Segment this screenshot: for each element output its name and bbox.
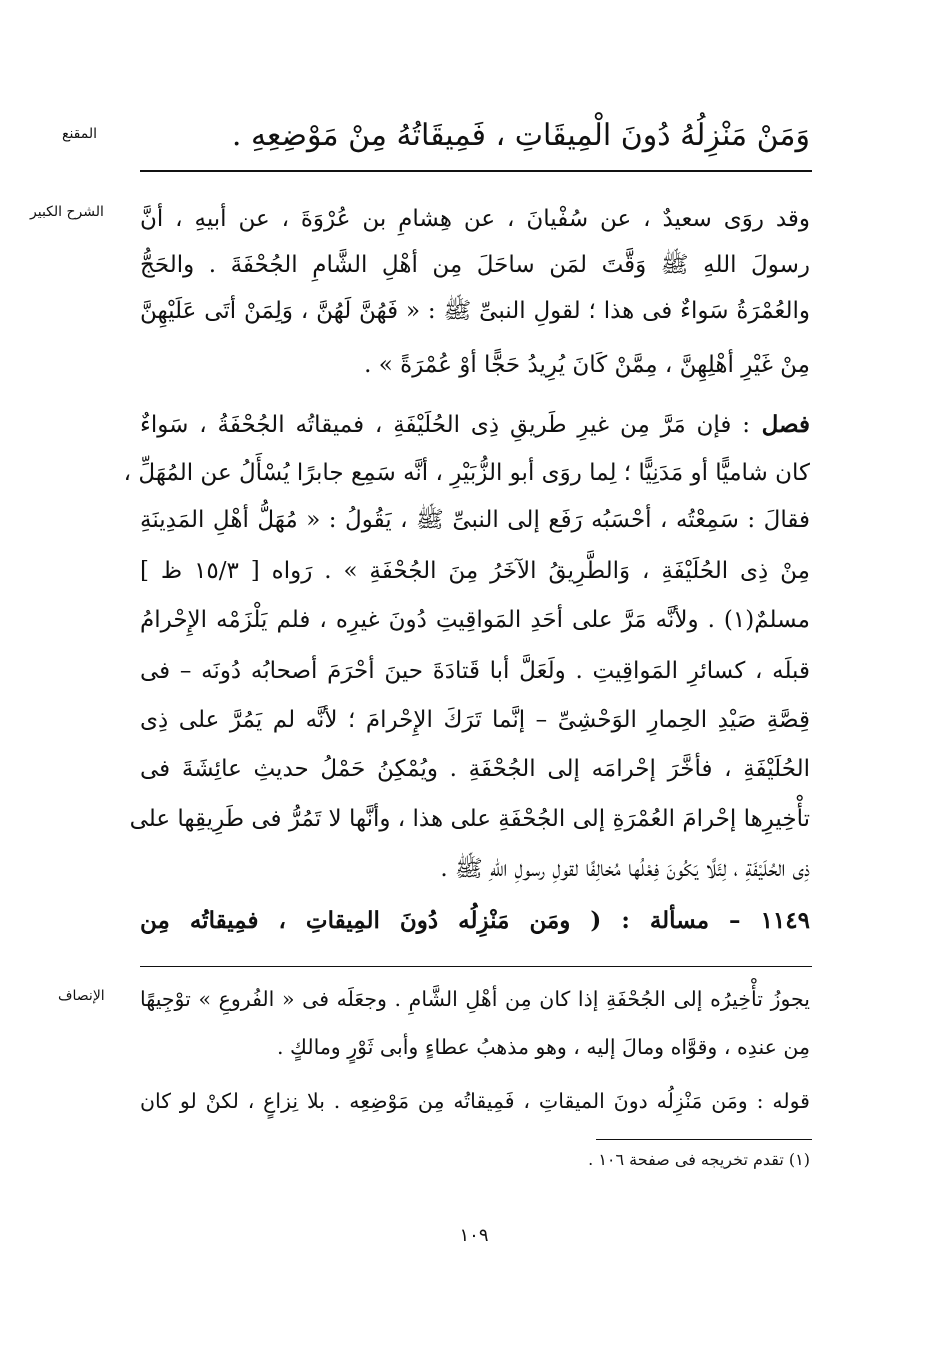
footnote-divider bbox=[596, 1139, 812, 1140]
masala-heading-line: ١١٤٩ – مسألة : ( ومَن مَنْزِلُه دُونَ المِيقاتِ ، فمِيقاتُه مِن bbox=[140, 907, 810, 934]
footnote: (١) تقدم تخريجه فى صفحة ١٠٦ . bbox=[588, 1150, 810, 1169]
matn-text: وَمَنْ مَنْزِلُهُ دُونَ الْمِيقَاتِ ، فَمِيقَاتُهُ مِنْ مَوْضِعِهِ . bbox=[231, 118, 810, 153]
side-label-insaf: الإنصاف bbox=[58, 988, 105, 1004]
sharh-line: فقالَ : سَمِعْتُه ، أحْسَبُه رَفَع إلى النبىِّ ﷺ ، يَقُولُ : « مُهَلُّ أهْلِ المَدِينَةِ bbox=[140, 507, 810, 533]
insaf-line: مِن عندِه ، وقوَّاه ومالَ إليه ، وهو مذهبُ عطاءٍ وأبى ثَوْرٍ ومالكٍ . bbox=[277, 1035, 810, 1059]
page-number: ١٠٩ bbox=[459, 1225, 489, 1246]
sharh-line: والعُمْرَةُ سَواءٌ فى هذا ؛ لقولِ النبىِّ ﷺ : « فَهُنَّ لَهُنَّ ، وَلِمَنْ أتَى عَلَيْهِنَّ bbox=[140, 298, 810, 324]
sharh-line: مِنْ ذِى الحُلَيْفَةِ ، وَالطَّرِيقُ الآخَرُ مِنَ الجُحْفَةِ » . رَواه [ ١٥/٣ ظ ] bbox=[140, 558, 810, 584]
sharh-line: قِصَّةِ صَيْدِ الحِمارِ الوَحْشِىِّ – إنَّما تَرَكَ الإِحْرامَ ؛ لأنَّه لم يَمُرَّ على ذِى bbox=[140, 707, 810, 733]
sharh-line: رسولَ اللهِ ﷺ وَقَّتَ لمَن ساحَلَ مِن أهْلِ الشَّامِ الجُحْفَةَ . والحَجُّ bbox=[140, 252, 810, 278]
sharh-fasl-line: فصل : فإن مَرَّ مِن غيرِ طَريقِ ذِى الحُلَيْفَةِ ، فميقاتُه الجُحْفَةُ ، سَواءٌ bbox=[140, 411, 810, 438]
sharh-line: قبلَه ، كسائرِ المَواقِيتِ . ولَعَلَّ أبا قَتادَةَ حينَ أحْرَمَ أصحابُه دُونَه – فى bbox=[140, 658, 810, 684]
top-divider bbox=[140, 170, 812, 172]
side-label-sharh: الشرح الكبير bbox=[30, 204, 104, 220]
fasl-heading: فصل bbox=[750, 411, 810, 438]
sharh-line: مسلمٌ(١) . ولأنَّه مَرَّ على أحَدِ المَواقِيتِ دُونَ غيرِه ، فلم يَلْزَمْه الإِحْرامُ bbox=[140, 607, 810, 633]
sharh-line: وقد روَى سعيدٌ ، عن سُفْيانَ ، عن هِشامِ بن عُرْوَةَ ، عن أبيهِ ، أنَّ bbox=[140, 206, 810, 232]
sharh-line: الحُلَيْفَةِ ، فأخَّرَ إحْرامَه إلى الجُحْفَةِ . ويُمْكِنُ حَمْلُ حديثِ عائِشَةَ فى bbox=[140, 756, 810, 782]
sharh-line: مِنْ غَيْرِ أهْلِهِنَّ ، مِمَّنْ كَانَ يُرِيدُ حَجًّا أوْ عُمْرَةً » . bbox=[364, 352, 810, 378]
sharh-line: كان شاميًّا أو مَدَنِيًّا ؛ لِما روَى أبو الزُّبَيْرِ ، أنَّه سَمِع جابرًا يُسْأَلُ عن المُهَلِّ ، bbox=[123, 460, 810, 486]
insaf-line: يجوزُ تأْخِيرُه إلى الجُحْفَةِ إذا كان مِن أهْلِ الشَّامِ . وجعَلَه فى « الفُروعِ » توْجِيهًا bbox=[140, 987, 810, 1011]
sharh-line: تأْخِيرِها إحْرامَ العُمْرَةِ إلى الجُحْفَةِ على هذا ، وأنَّها لا تَمُرُّ فى طَرِيقِها على bbox=[129, 806, 810, 832]
middle-divider bbox=[140, 966, 812, 967]
insaf-line: قوله : ومَن مَنْزِلُه دونَ الميقاتِ ، فَمِيقاتُه مِن مَوْضِعِه . بلا نِزاعٍ ، لكنْ لو كان bbox=[140, 1089, 810, 1113]
sharh-line: ذِى الحُلَيْفَةِ ، لِئَلَّا يَكُونَ فِعْلُها مُخالِفًا لقولِ رسولِ اللهِ ﷺ . bbox=[440, 856, 810, 882]
side-label-muqni: المقنع bbox=[62, 126, 98, 142]
